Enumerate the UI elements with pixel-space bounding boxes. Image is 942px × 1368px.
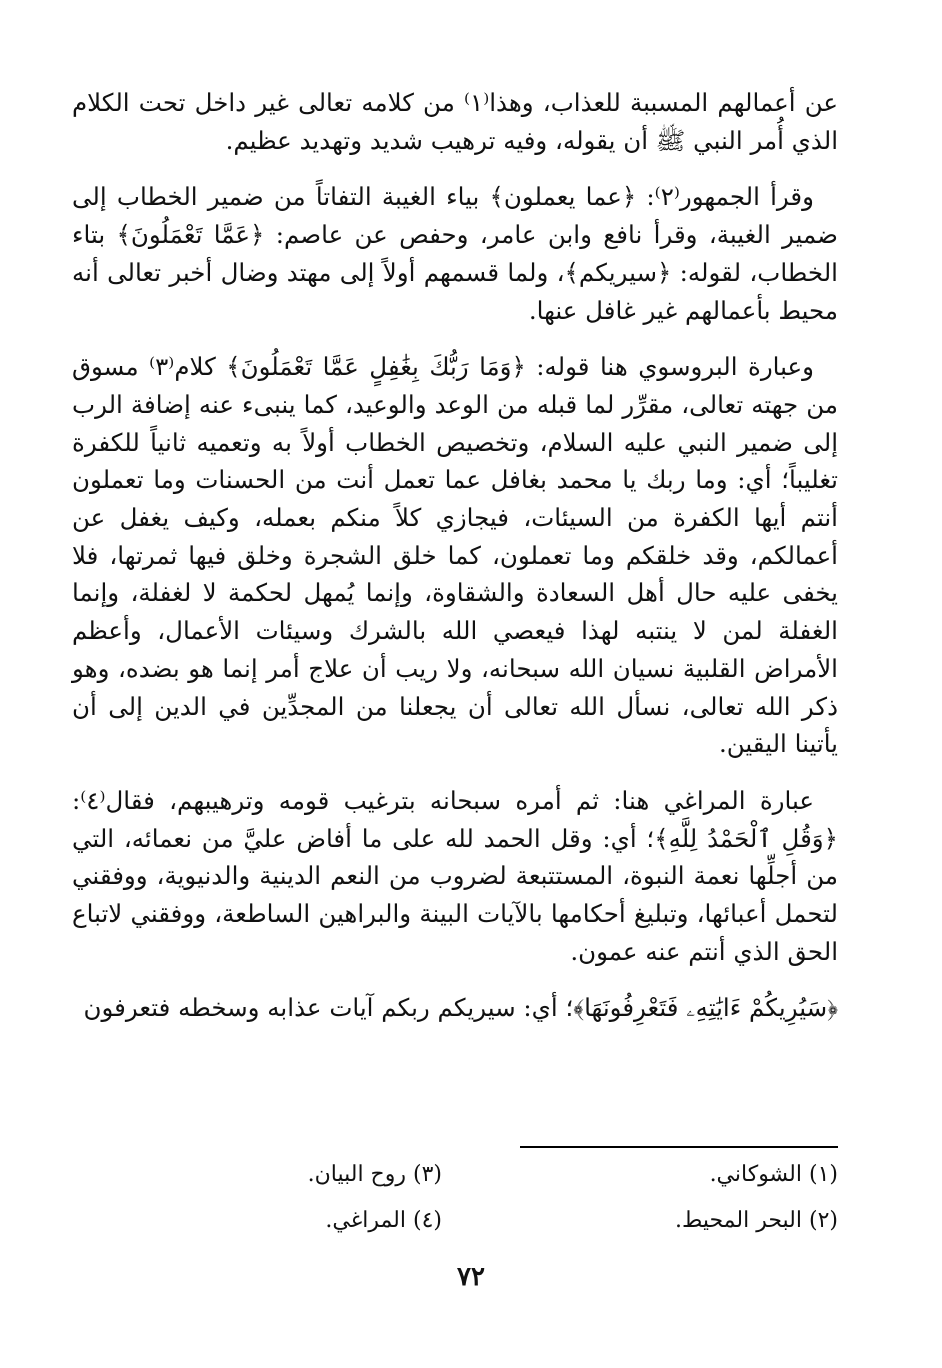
- paragraph-5: ﴿سَيُرِيكُمْ ءَايَٰتِهِۦ فَتَعْرِفُونَهَا﴾؛ أي: سيريكم ربكم آيات عذابه وسخطه فتعرفون: [83, 993, 838, 1023]
- footnote-2: (٢) البحر المحيط.: [674, 1208, 838, 1233]
- paragraph-1: عن أعمالهم المسببة للعذاب، وهذا⁽١⁾ من كلامه تعالى غير داخل تحت الكلام الذي أُمر النبي ﷺ أن يقوله، وفيه ترهيب شديد وتهديد عظيم.: [72, 88, 838, 155]
- footnote-1: (١) الشوكاني.: [709, 1162, 838, 1187]
- footnote-3: (٣) روح البيان.: [307, 1162, 442, 1187]
- main-text: [72, 84, 838, 1046]
- footnote-4: (٤) المراغي.: [325, 1208, 442, 1233]
- paragraph-2: وقرأ الجمهور⁽٢⁾: ﴿عما يعملون﴾ بياء الغيبة التفاتاً من ضمير الخطاب إلى ضمير الغيبة، وقرأ نافع وابن عامر، وحفص عن عاصم: ﴿عَمَّا تَعْمَلُونَ﴾ بتاء الخطاب، لقوله: ﴿سيريكم﴾، ولما قسمهم أولاً إلى مهتد وضال أخبر تعالى أنه محيط بأعمالهم غير غافل عنها.: [72, 182, 838, 325]
- paragraph-4: عبارة المراغي هنا: ثم أمره سبحانه بترغيب قومه وترهيبهم، فقال⁽٤⁾: ﴿وَقُلِ ٱلْحَمْدُ لِلَّهِ﴾؛ أي: وقل الحمد لله على ما أفاض عليَّ من نعمائه، التي من أجلِّها نعمة النبوة، المستتبعة لضروب من النعم الدينية والدنيوية، ووفقني لتحمل أعبائها، وتبليغ أحكامها بالآيات البينة والبراهين الساطعة، ووفقني لاتباع الحق الذي أنتم عنه عمون.: [72, 785, 838, 966]
- page-number: ٧٢: [457, 1262, 485, 1292]
- footnote-divider: [520, 1146, 838, 1148]
- paragraph-3: وعبارة البروسوي هنا قوله: ﴿وَمَا رَبُّكَ بِغَٰفِلٍ عَمَّا تَعْمَلُونَ﴾ كلام⁽٣⁾ مسوق من جهته تعالى، مقرِّر لما قبله من الوعد والوعيد، كما ينبىء عنه إضافة الرب إلى ضمير النبي عليه السلام، وتخصيص الخطاب أولاً به وتعميه ثانياً للكفرة تغليباً؛ أي: وما ربك يا محمد بغافل عما تعمل أنت من الحسنات وما تعملون أنتم أيها الكفرة من السيئات، فيجازي كلاً منكم بعمله، وكيف يغفل عن أعمالكم، وقد خلقكم وما تعملون، كما خلق الشجرة وخلق فيها ثمرتها، فلا يخفى عليه حال أهل السعادة والشقاوة، وإنما يُمهل لحكمة لا لغفلة، وإنما الغفلة لمن لا ينتبه لهذا فيعصي الله بالشرك وسيئات الأعمال، وأعظم الأمراض القلبية نسيان الله سبحانه، ولا ريب أن علاج أمر إنما هو بضده، وهو ذكر الله تعالى، نسأل الله تعالى أن يجعلنا من المجدِّين في الدين إلى أن يأتينا اليقين.: [72, 352, 838, 759]
